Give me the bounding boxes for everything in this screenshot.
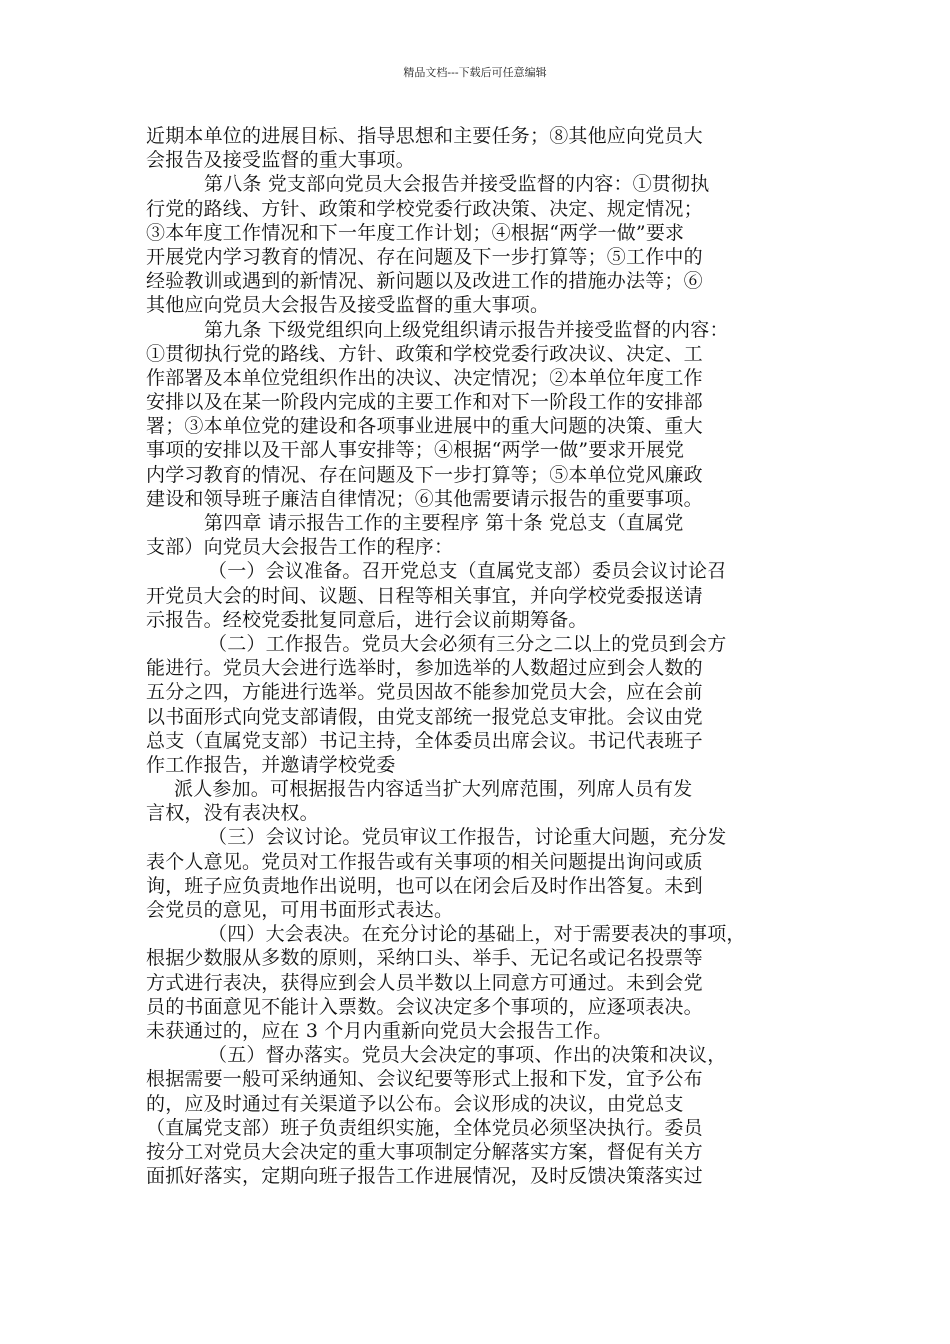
text-line: 支部）向党员大会报告工作的程序： <box>146 536 454 559</box>
page-header: 精品文档---下载后可任意编辑 <box>403 66 547 79</box>
text-line: 言权，没有表决权。 <box>146 802 319 825</box>
text-line: 会党员的意见，可用书面形式表达。 <box>146 899 454 921</box>
text-line: 其他应向党员大会报告及接受监督的重大事项。 <box>146 294 550 317</box>
text-line: ③本年度工作情况和下一年度工作计划；④根据“两学一做”要求 <box>146 221 685 244</box>
text-line: 员的书面意见不能计入票数。会议决定多个事项的，应逐项表决。 <box>146 995 703 1018</box>
text-line: 开党员大会的时间、议题、日程等相关事宜，并向学校党委报送请 <box>146 584 703 607</box>
text-line: 会报告及接受监督的重大事项。 <box>146 149 415 172</box>
procedure-item-line: （二）工作报告。党员大会必须有三分之二以上的党员到会方 <box>208 632 727 655</box>
procedure-item-line: （五）督办落实。党员大会决定的事项、作出的决策和决议， <box>208 1044 727 1067</box>
text-line: 近期本单位的进展目标、指导思想和主要任务；⑧其他应向党员大 <box>146 125 703 147</box>
article-heading-line: 第九条 下级党组织向上级党组织请示报告并接受监督的内容： <box>204 318 729 341</box>
text-line: 五分之四，方能进行选举。党员因故不能参加党员大会，应在会前 <box>146 681 703 704</box>
text-line: 经验教训或遇到的新情况、新问题以及改进工作的措施办法等；⑥ <box>146 270 703 293</box>
article-heading-line: 第八条 党支部向党员大会报告并接受监督的内容：①贯彻执 <box>204 173 710 196</box>
text-line: 的，应及时通过有关渠道予以公布。会议形成的决议，由党总支 <box>146 1092 684 1115</box>
text-line: 根据需要一般可采纳通知、会议纪要等形式上报和下发，宜予公布 <box>146 1068 703 1091</box>
text-line: 作部署及本单位党组织作出的决议、决定情况；②本单位年度工作 <box>146 366 703 389</box>
text-line: 根据少数服从多数的原则，采纳口头、举手、无记名或记名投票等 <box>146 947 703 970</box>
text-line: 方式进行表决，获得应到会人员半数以上同意方可通过。未到会党 <box>146 971 703 994</box>
text-line: （直属党支部）班子负责组织实施，全体党员必须坚决执行。委员 <box>146 1116 703 1139</box>
text-line: 事项的安排以及干部人事安排等；④根据“两学一做”要求开展党 <box>146 439 685 462</box>
procedure-item-line: （一）会议准备。召开党总支（直属党支部）委员会议讨论召 <box>208 560 727 583</box>
text-line: 建设和领导班子廉洁自律情况；⑥其他需要请示报告的重要事项。 <box>146 487 703 510</box>
chapter-heading-line: 第四章 请示报告工作的主要程序 第十条 党总支（直属党 <box>204 512 684 534</box>
text-line: 安排以及在某一阶段内完成的主要工作和对下一阶段工作的安排部 <box>146 391 703 414</box>
text-line: 行党的路线、方针、政策和学校党委行政决策、决定、规定情况； <box>146 197 703 220</box>
text-line: ①贯彻执行党的路线、方针、政策和学校党委行政决议、决定、工 <box>146 342 703 365</box>
text-line: 以书面形式向党支部请假，由党支部统一报党总支审批。会议由党 <box>146 705 703 728</box>
text-line: 署；③本单位党的建设和各项事业进展中的重大问题的决策、重大 <box>146 415 703 438</box>
text-line: 未获通过的，应在 3 个月内重新向党员大会报告工作。 <box>146 1019 613 1042</box>
text-line: 询，班子应负责地作出说明，也可以在闭会后及时作出答复。未到 <box>146 874 703 897</box>
text-line: 表个人意见。党员对工作报告或有关事项的相关问题提出询问或质 <box>146 850 703 873</box>
text-line: 示报告。经校党委批复同意后，进行会议前期筹备。 <box>146 608 588 631</box>
text-line: 面抓好落实，定期向班子报告工作进展情况，及时反馈决策落实过 <box>146 1165 703 1188</box>
document-body <box>146 124 806 1188</box>
text-line: 开展党内学习教育的情况、存在问题及下一步打算等；⑤工作中的 <box>146 245 703 268</box>
procedure-item-line: （三）会议讨论。党员审议工作报告，讨论重大问题，充分发 <box>208 826 727 849</box>
text-line: 作工作报告，并邀请学校党委 <box>146 753 396 776</box>
procedure-item-line: （四）大会表决。在充分讨论的基础上，对于需要表决的事项， <box>208 923 746 946</box>
text-line: 按分工对党员大会决定的重大事项制定分解落实方案，督促有关方 <box>146 1140 703 1163</box>
text-line: 内学习教育的情况、存在问题及下一步打算等；⑤本单位党风廉政 <box>146 463 703 486</box>
text-line: 派人参加。可根据报告内容适当扩大列席范围，列席人员有发 <box>174 778 693 801</box>
text-line: 总支（直属党支部）书记主持，全体委员出席会议。书记代表班子 <box>146 729 703 752</box>
text-line: 能进行。党员大会进行选举时，参加选举的人数超过应到会人数的 <box>146 657 703 680</box>
